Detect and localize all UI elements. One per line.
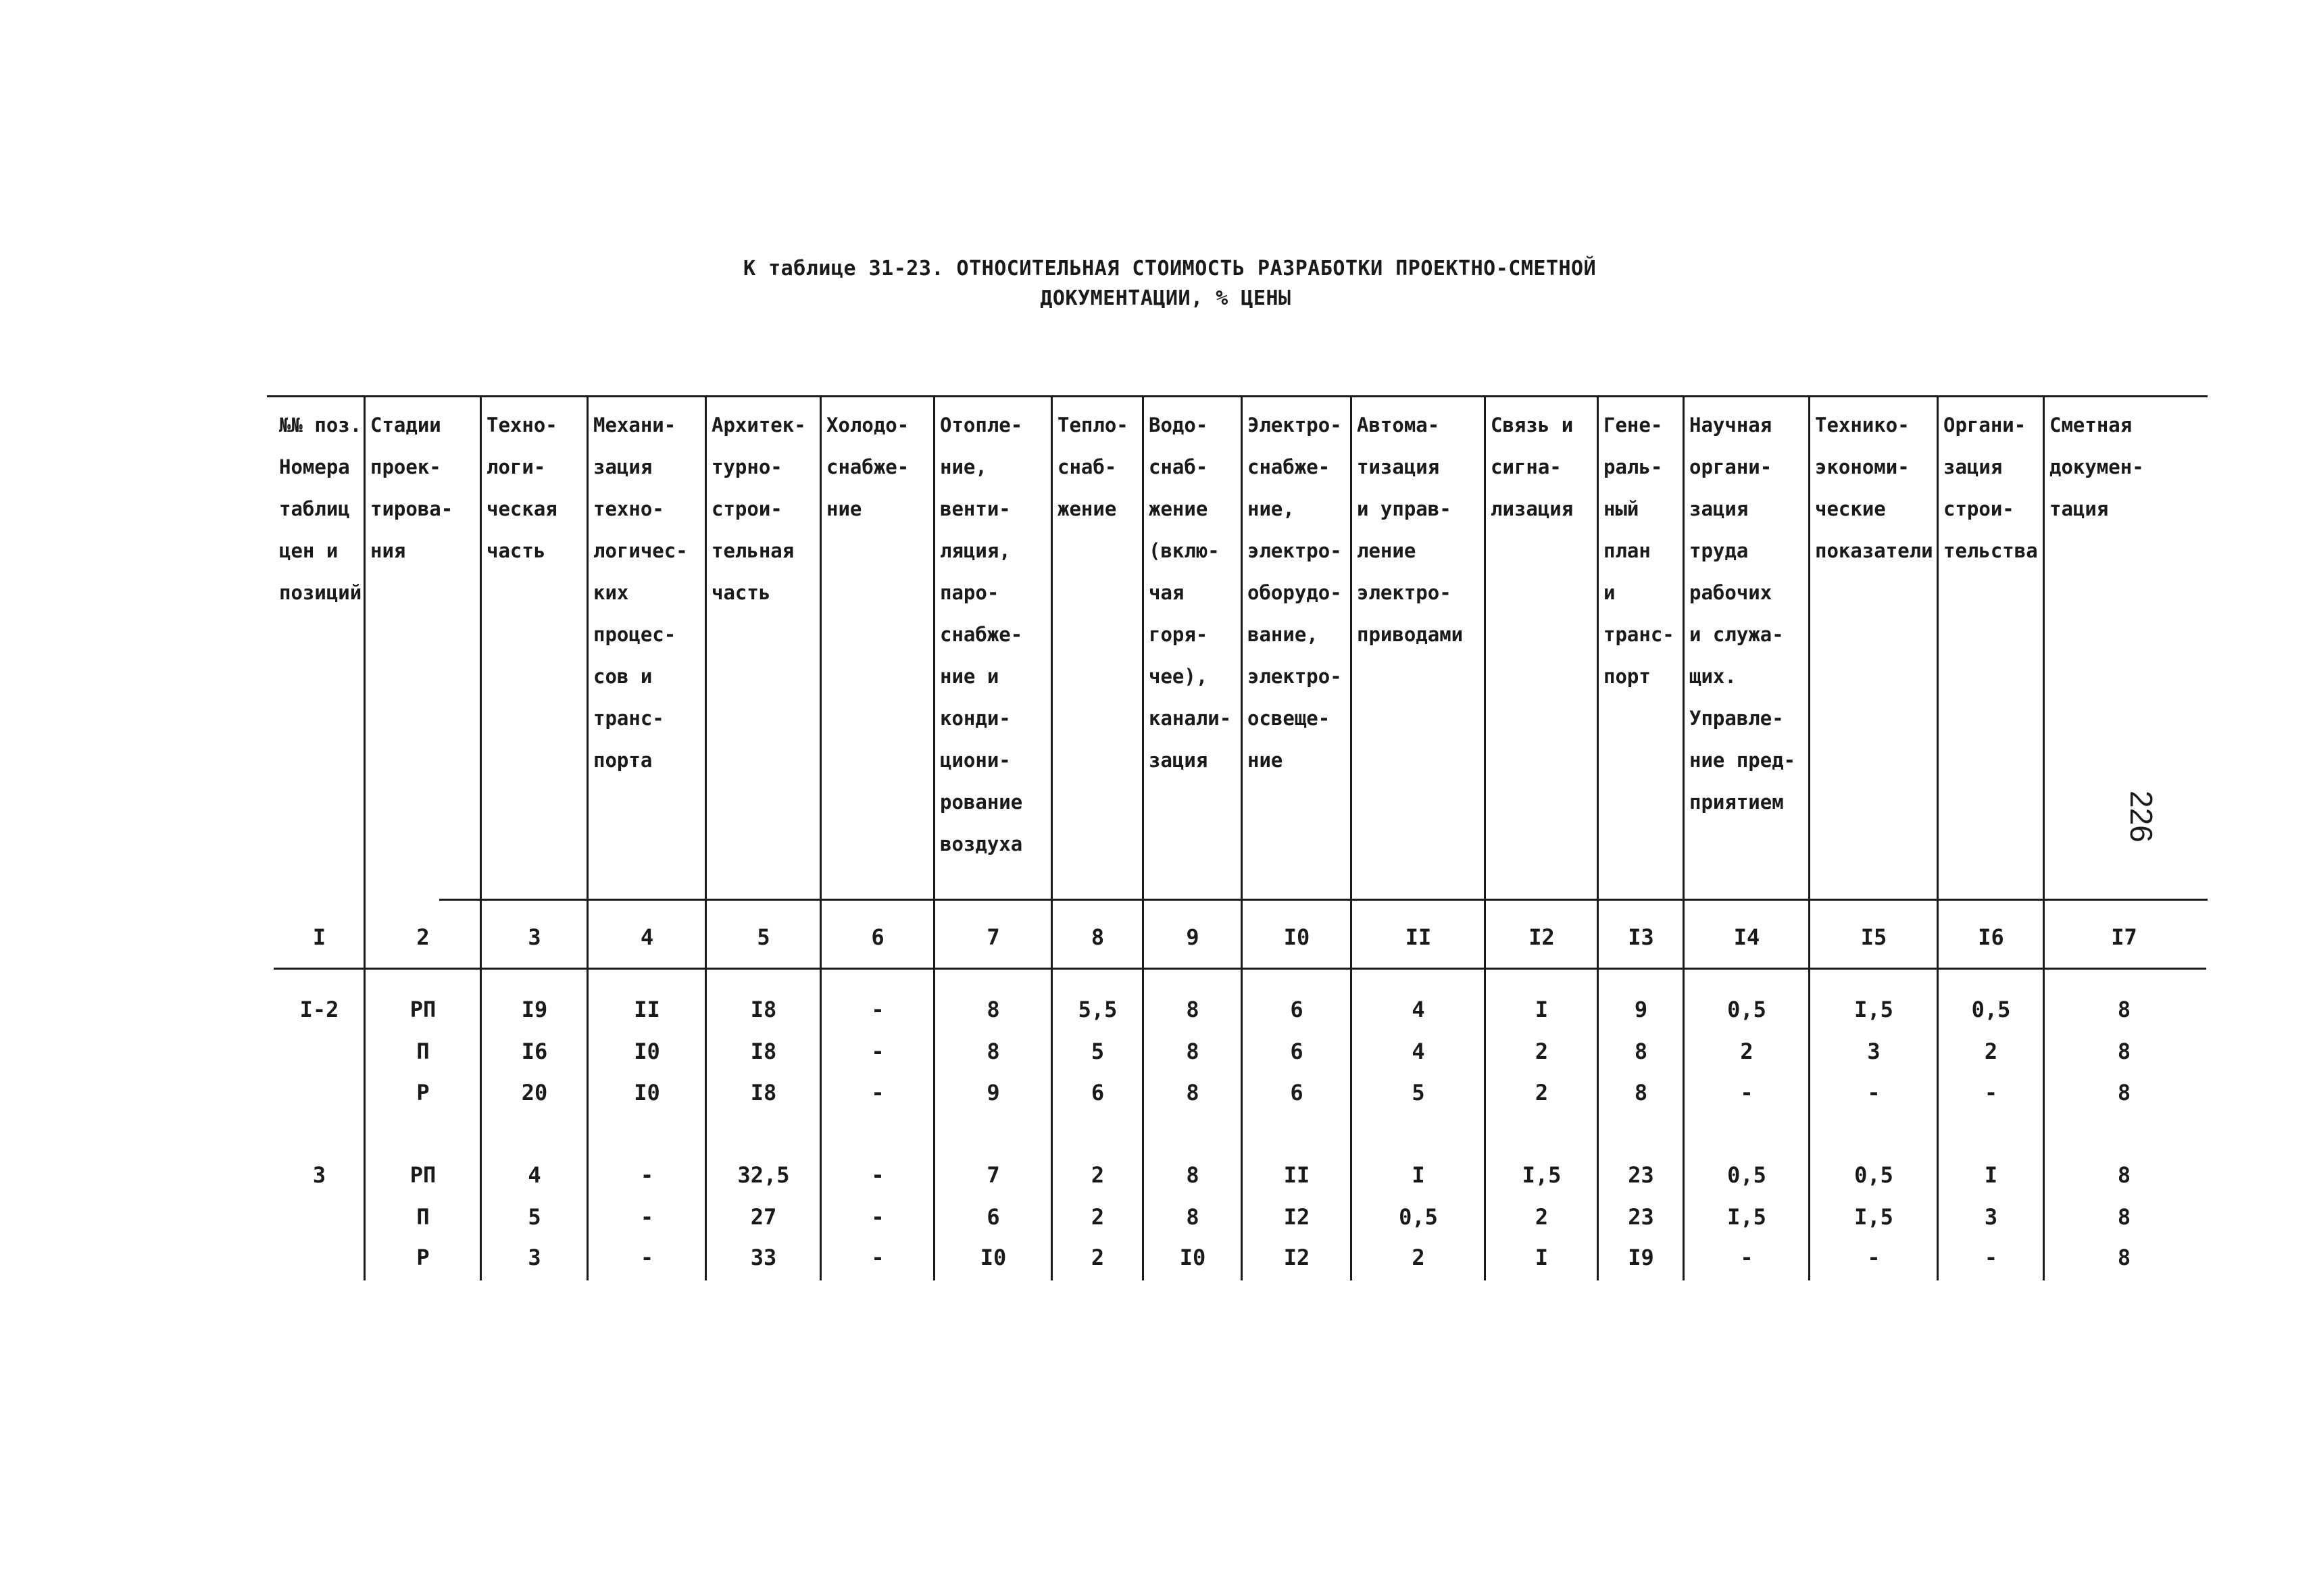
table-cell: 4 xyxy=(1412,997,1425,1022)
header-line: Тепло- xyxy=(1057,414,1128,437)
table-cell: I0 xyxy=(634,1080,660,1105)
table-cell: 8 xyxy=(2117,1245,2131,1270)
column-header xyxy=(712,404,806,614)
header-line: ный xyxy=(1603,497,1639,520)
title-line-1: К таблице 31-23. ОТНОСИТЕЛЬНАЯ СТОИМОСТЬ РАЗРАБОТКИ ПРОЕКТНО-СМЕТНОЙ xyxy=(743,257,1597,280)
table-cell: 23 xyxy=(1628,1204,1654,1230)
table-cell: I0 xyxy=(980,1245,1007,1270)
table-cell: 33 xyxy=(750,1245,777,1270)
table-cell: РП xyxy=(409,997,437,1022)
header-line: Холодо- xyxy=(826,414,910,437)
table-cell: I9 xyxy=(1628,1245,1654,1270)
header-line: ние xyxy=(1247,749,1283,772)
header-line: зация xyxy=(1689,497,1749,520)
column-divider xyxy=(1683,395,1685,1280)
column-number: 8 xyxy=(1091,924,1105,950)
header-line: Автома- xyxy=(1357,414,1440,437)
header-line: оборудо- xyxy=(1247,581,1342,604)
table-title xyxy=(743,254,1597,314)
table-cell: 5,5 xyxy=(1078,997,1118,1022)
header-line: показатели xyxy=(1815,539,1933,562)
header-line: (вклю- xyxy=(1149,539,1220,562)
header-line: сигна- xyxy=(1491,455,1562,478)
column-header xyxy=(1689,404,1795,823)
column-divider xyxy=(1142,395,1144,1280)
header-line: ние, xyxy=(940,455,987,478)
table-cell: 2 xyxy=(1535,1080,1549,1105)
column-number: I xyxy=(312,924,326,950)
table-cell: Р xyxy=(416,1245,430,1270)
column-divider xyxy=(364,395,366,1280)
header-line: паро- xyxy=(940,581,999,604)
header-line: ление xyxy=(1357,539,1416,562)
table-cell: 5 xyxy=(1091,1039,1105,1064)
table-cell: 3 xyxy=(1867,1039,1881,1064)
header-line: электро- xyxy=(1247,665,1342,688)
table-cell: 8 xyxy=(2117,1204,2131,1230)
header-line: турно- xyxy=(712,455,782,478)
column-header xyxy=(1357,404,1463,655)
table-cell: 4 xyxy=(528,1162,541,1188)
table-cell: 2 xyxy=(1091,1204,1105,1230)
header-line: и служа- xyxy=(1689,623,1784,646)
title-line-2: ДОКУМЕНТАЦИИ, % ЦЕНЫ xyxy=(1040,286,1291,310)
header-line: ких xyxy=(593,581,629,604)
column-header xyxy=(593,404,688,781)
column-divider xyxy=(587,395,589,1280)
table-cell: 5 xyxy=(528,1204,541,1230)
header-line: тация xyxy=(2049,497,2109,520)
header-line: снаб- xyxy=(1149,455,1208,478)
table-cell: - xyxy=(871,1204,885,1230)
table-cell: 0,5 xyxy=(1399,1204,1438,1230)
header-line: Технико- xyxy=(1815,414,1910,437)
column-header xyxy=(1057,404,1128,530)
header-line: венти- xyxy=(940,497,1011,520)
column-divider xyxy=(1241,395,1243,1280)
header-line: рабочих xyxy=(1689,581,1772,604)
table-cell: 8 xyxy=(2117,997,2131,1022)
column-number: I7 xyxy=(2111,924,2137,950)
table-cell: I8 xyxy=(750,1039,777,1064)
header-line: Водо- xyxy=(1149,414,1208,437)
table-cell: 8 xyxy=(1634,1080,1648,1105)
table-cell: 2 xyxy=(1740,1039,1753,1064)
header-line: транс- xyxy=(593,707,664,730)
table-cell: I xyxy=(1535,997,1549,1022)
table-cell: 8 xyxy=(1186,1162,1199,1188)
header-line: Архитек- xyxy=(712,414,806,437)
table-cell: I,5 xyxy=(1854,1204,1893,1230)
header-line: чее), xyxy=(1149,665,1208,688)
table-cell: 2 xyxy=(1535,1204,1549,1230)
column-number: 7 xyxy=(987,924,1000,950)
header-line: ние, xyxy=(1247,497,1295,520)
header-line: горя- xyxy=(1149,623,1208,646)
column-number: 6 xyxy=(871,924,885,950)
header-line: зация xyxy=(1943,455,2003,478)
table-cell: I xyxy=(1535,1245,1549,1270)
header-line: техно- xyxy=(593,497,664,520)
header-line: часть xyxy=(712,581,771,604)
table-cell: - xyxy=(1984,1245,1998,1270)
table-cell: - xyxy=(640,1162,654,1188)
header-line: Отопле- xyxy=(940,414,1023,437)
table-cell: 9 xyxy=(987,1080,1000,1105)
header-line: строи- xyxy=(712,497,782,520)
table-cell: 0,5 xyxy=(1727,1162,1766,1188)
header-line: Электро- xyxy=(1247,414,1342,437)
table-cell: 20 xyxy=(521,1080,548,1105)
column-divider xyxy=(820,395,822,1280)
header-line: порта xyxy=(593,749,653,772)
header-line: и управ- xyxy=(1357,497,1451,520)
column-number: 2 xyxy=(416,924,430,950)
header-line: канали- xyxy=(1149,707,1232,730)
table-cell: I2 xyxy=(1283,1204,1310,1230)
table-cell: I0 xyxy=(634,1039,660,1064)
column-number: I2 xyxy=(1528,924,1555,950)
column-header xyxy=(487,404,557,572)
header-line: Органи- xyxy=(1943,414,2026,437)
table-cell: 6 xyxy=(1290,1080,1303,1105)
column-header xyxy=(1247,404,1342,781)
header-line: Гене- xyxy=(1603,414,1663,437)
header-line: органи- xyxy=(1689,455,1772,478)
table-cell: 6 xyxy=(1290,997,1303,1022)
table-cell: П xyxy=(416,1039,430,1064)
table-cell: - xyxy=(871,1162,885,1188)
table-cell: I9 xyxy=(521,997,548,1022)
table-cell: 8 xyxy=(2117,1162,2131,1188)
column-header xyxy=(1603,404,1674,697)
column-divider xyxy=(1350,395,1352,1280)
table-cell: 4 xyxy=(1412,1039,1425,1064)
column-divider xyxy=(1597,395,1599,1280)
header-line: освеще- xyxy=(1247,707,1330,730)
table-cell: 9 xyxy=(1634,997,1648,1022)
table-cell: 8 xyxy=(1634,1039,1648,1064)
header-line: ние и xyxy=(940,665,999,688)
page-number: 226 xyxy=(2124,791,2159,843)
column-number: I5 xyxy=(1860,924,1887,950)
table-cell: 6 xyxy=(1290,1039,1303,1064)
header-line: жение xyxy=(1057,497,1117,520)
header-line: тельная xyxy=(712,539,795,562)
header-line: труда xyxy=(1689,539,1749,562)
table-cell: I-2 xyxy=(299,997,339,1022)
header-line: логичес- xyxy=(593,539,688,562)
header-line: конди- xyxy=(940,707,1011,730)
table-cell: 2 xyxy=(1412,1245,1425,1270)
header-line: часть xyxy=(487,539,546,562)
column-header xyxy=(1943,404,2038,572)
header-line: ческие xyxy=(1815,497,1886,520)
header-line: логи- xyxy=(487,455,546,478)
header-line: приводами xyxy=(1357,623,1464,646)
header-line: жение xyxy=(1149,497,1208,520)
header-line: сов и xyxy=(593,665,653,688)
header-line: ние xyxy=(826,497,862,520)
header-line: цен и xyxy=(279,539,339,562)
numbers-rule xyxy=(274,968,2206,970)
header-line: чая xyxy=(1149,581,1185,604)
column-divider xyxy=(2043,395,2045,1280)
table-cell: 7 xyxy=(987,1162,1000,1188)
header-line: тельства xyxy=(1943,539,2038,562)
table-cell: 8 xyxy=(2117,1039,2131,1064)
column-number: II xyxy=(1405,924,1432,950)
table-cell: - xyxy=(871,1245,885,1270)
table-cell: 3 xyxy=(1984,1204,1998,1230)
header-line: снабже- xyxy=(940,623,1023,646)
table-cell: I2 xyxy=(1283,1245,1310,1270)
table-cell: 8 xyxy=(1186,997,1199,1022)
header-line: проек- xyxy=(370,455,441,478)
table-cell: 8 xyxy=(1186,1080,1199,1105)
column-divider xyxy=(1484,395,1486,1280)
table-cell: - xyxy=(1867,1080,1881,1105)
column-header xyxy=(2049,404,2144,530)
table-cell: П xyxy=(416,1204,430,1230)
table-cell: - xyxy=(871,997,885,1022)
header-line: Стадии xyxy=(370,414,441,437)
column-number: I6 xyxy=(1978,924,2004,950)
table-cell: I xyxy=(1412,1162,1425,1188)
header-line: зация xyxy=(593,455,653,478)
header-line: экономи- xyxy=(1815,455,1910,478)
table-cell: - xyxy=(1740,1080,1753,1105)
table-cell: 27 xyxy=(750,1204,777,1230)
header-line: Сметная xyxy=(2049,414,2133,437)
table-cell: 3 xyxy=(528,1245,541,1270)
header-line: порт xyxy=(1603,665,1651,688)
header-line: Номера xyxy=(279,455,350,478)
column-header xyxy=(1815,404,1933,572)
header-line: снабже- xyxy=(826,455,910,478)
header-line: строи- xyxy=(1943,497,2014,520)
header-line: №№ поз. xyxy=(279,414,362,437)
table-cell: 23 xyxy=(1628,1162,1654,1188)
header-line: снаб- xyxy=(1057,455,1117,478)
header-line: Управле- xyxy=(1689,707,1784,730)
header-line: вание, xyxy=(1247,623,1318,646)
header-line: план xyxy=(1603,539,1651,562)
column-number: 9 xyxy=(1186,924,1199,950)
header-line: электро- xyxy=(1357,581,1451,604)
table-cell: I8 xyxy=(750,997,777,1022)
table-cell: II xyxy=(634,997,660,1022)
header-line: ческая xyxy=(487,497,557,520)
table-cell: 0,5 xyxy=(1727,997,1766,1022)
table-cell: 2 xyxy=(1091,1162,1105,1188)
table-cell: - xyxy=(1740,1245,1753,1270)
header-line: транс- xyxy=(1603,623,1674,646)
table-cell: Р xyxy=(416,1080,430,1105)
table-cell: I,5 xyxy=(1522,1162,1562,1188)
header-line: снабже- xyxy=(1247,455,1330,478)
table-cell: 8 xyxy=(987,1039,1000,1064)
header-line: лизация xyxy=(1491,497,1574,520)
table-cell: 8 xyxy=(1186,1204,1199,1230)
table-cell: - xyxy=(1984,1080,1998,1105)
table-cell: 2 xyxy=(1091,1245,1105,1270)
table-cell: - xyxy=(1867,1245,1881,1270)
header-line: циони- xyxy=(940,749,1011,772)
header-line: Техно- xyxy=(487,414,557,437)
column-number: 3 xyxy=(528,924,541,950)
table-cell: - xyxy=(871,1039,885,1064)
header-line: Механи- xyxy=(593,414,676,437)
header-line: зация xyxy=(1149,749,1208,772)
column-divider xyxy=(1937,395,1939,1280)
table-cell: - xyxy=(640,1204,654,1230)
table-cell: I,5 xyxy=(1727,1204,1766,1230)
table-cell: I,5 xyxy=(1854,997,1893,1022)
header-line: ляция, xyxy=(940,539,1011,562)
top-rule xyxy=(267,395,2208,397)
header-line: приятием xyxy=(1689,791,1784,814)
header-line: докумен- xyxy=(2049,455,2144,478)
table-cell: 8 xyxy=(2117,1080,2131,1105)
table-cell: 2 xyxy=(1984,1039,1998,1064)
table-cell: 0,5 xyxy=(1854,1162,1893,1188)
column-divider xyxy=(1051,395,1053,1280)
header-line: тирова- xyxy=(370,497,453,520)
header-line: позиций xyxy=(279,581,362,604)
header-line: Научная xyxy=(1689,414,1772,437)
column-number: 4 xyxy=(640,924,654,950)
table-cell: 8 xyxy=(987,997,1000,1022)
header-line: и xyxy=(1603,581,1616,604)
table-cell: 5 xyxy=(1412,1080,1425,1105)
table-cell: 3 xyxy=(312,1162,326,1188)
table-cell: 6 xyxy=(1091,1080,1105,1105)
column-header xyxy=(1149,404,1231,781)
table-cell: I0 xyxy=(1179,1245,1206,1270)
table-cell: I xyxy=(1984,1162,1998,1188)
column-header xyxy=(826,404,909,530)
column-number: I0 xyxy=(1283,924,1310,950)
header-line: щих. xyxy=(1689,665,1737,688)
column-divider xyxy=(933,395,935,1280)
column-header xyxy=(370,404,453,572)
header-line: процес- xyxy=(593,623,676,646)
column-header xyxy=(1491,404,1573,530)
column-number: I4 xyxy=(1733,924,1760,950)
column-divider xyxy=(480,395,482,1280)
header-line: раль- xyxy=(1603,455,1663,478)
column-header xyxy=(940,404,1022,865)
header-line: электро- xyxy=(1247,539,1342,562)
table-cell: 0,5 xyxy=(1971,997,2011,1022)
table-cell: - xyxy=(640,1245,654,1270)
table-cell: II xyxy=(1283,1162,1310,1188)
header-line: ния xyxy=(370,539,406,562)
header-line: воздуха xyxy=(940,832,1023,855)
table-cell: I8 xyxy=(750,1080,777,1105)
table-cell: РП xyxy=(409,1162,437,1188)
column-divider xyxy=(1808,395,1810,1280)
table-cell: I6 xyxy=(521,1039,548,1064)
column-number: 5 xyxy=(757,924,770,950)
header-line: ние пред- xyxy=(1689,749,1796,772)
table-cell: 6 xyxy=(987,1204,1000,1230)
table-cell: 2 xyxy=(1535,1039,1549,1064)
column-header xyxy=(279,404,362,614)
header-line: рование xyxy=(940,791,1023,814)
column-divider xyxy=(705,395,707,1280)
table-cell: 32,5 xyxy=(737,1162,790,1188)
table-cell: - xyxy=(871,1080,885,1105)
header-line: тизация xyxy=(1357,455,1440,478)
header-line: Связь и xyxy=(1491,414,1574,437)
column-number: I3 xyxy=(1628,924,1654,950)
header-line: таблиц xyxy=(279,497,350,520)
table-cell: 8 xyxy=(1186,1039,1199,1064)
